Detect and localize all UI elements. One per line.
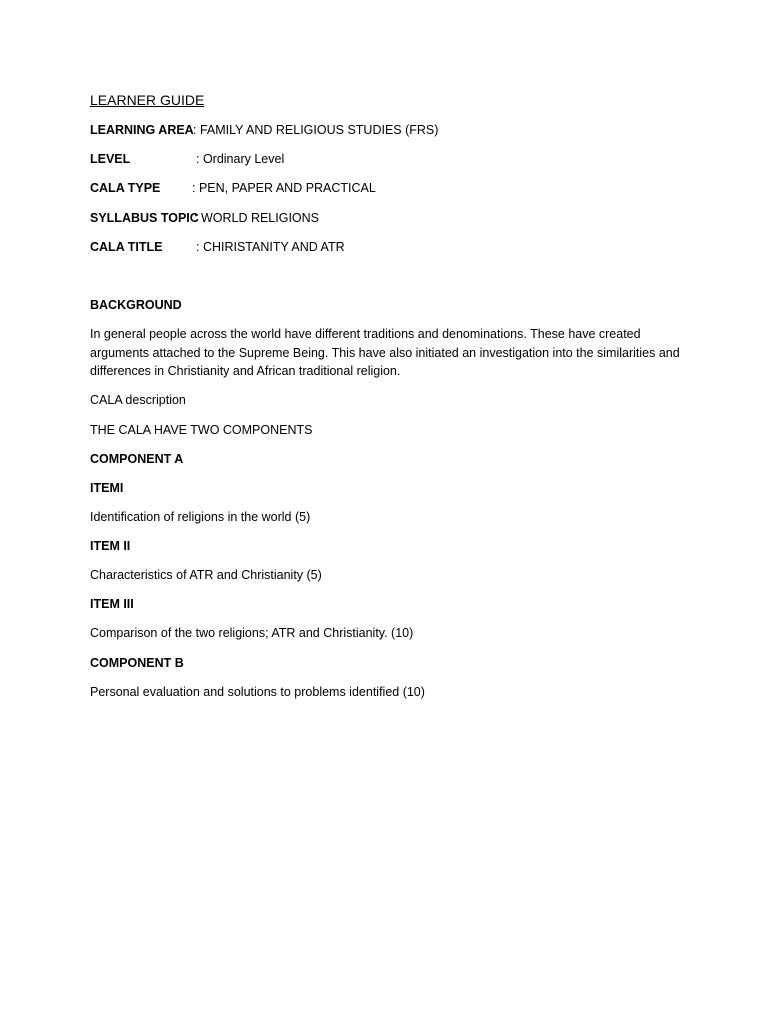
meta-label: CALA TYPE xyxy=(90,181,161,195)
item-3-text: Comparison of the two religions; ATR and Christianity. (10) xyxy=(90,626,414,640)
cala-description-label: CALA description xyxy=(90,393,186,407)
item-3-label: ITEM III xyxy=(90,597,134,611)
item-2-text: Characteristics of ATR and Christianity (5) xyxy=(90,568,322,582)
meta-label: SYLLABUS TOPIC xyxy=(90,211,199,225)
background-heading: BACKGROUND xyxy=(90,298,182,312)
meta-value: : FAMILY AND RELIGIOUS STUDIES (FRS) xyxy=(193,123,439,137)
item-1-text: Identification of religions in the world (5) xyxy=(90,510,311,524)
component-b-text: Personal evaluation and solutions to problems identified (10) xyxy=(90,685,425,699)
meta-value: : WORLD RELIGIONS xyxy=(194,211,320,225)
document-title: LEARNER GUIDE xyxy=(90,92,205,108)
item-2-label: ITEM II xyxy=(90,539,131,553)
component-b-heading: COMPONENT B xyxy=(90,656,184,670)
meta-label: LEARNING AREA xyxy=(90,123,194,137)
meta-label: CALA TITLE xyxy=(90,240,163,254)
item-1-label: ITEMI xyxy=(90,481,124,495)
meta-label: LEVEL xyxy=(90,152,131,166)
meta-value: : Ordinary Level xyxy=(196,152,285,166)
background-paragraph: In general people across the world have different traditions and denominations. These have created arguments attached to the Supreme Being. This have also initiated an investigation into the similarities and differences in Christianity and African traditional religion. xyxy=(90,327,680,378)
meta-value: : PEN, PAPER AND PRACTICAL xyxy=(192,181,376,195)
components-intro: THE CALA HAVE TWO COMPONENTS xyxy=(90,423,313,437)
meta-value: : CHIRISTANITY AND ATR xyxy=(196,240,345,254)
component-a-heading: COMPONENT A xyxy=(90,452,184,466)
